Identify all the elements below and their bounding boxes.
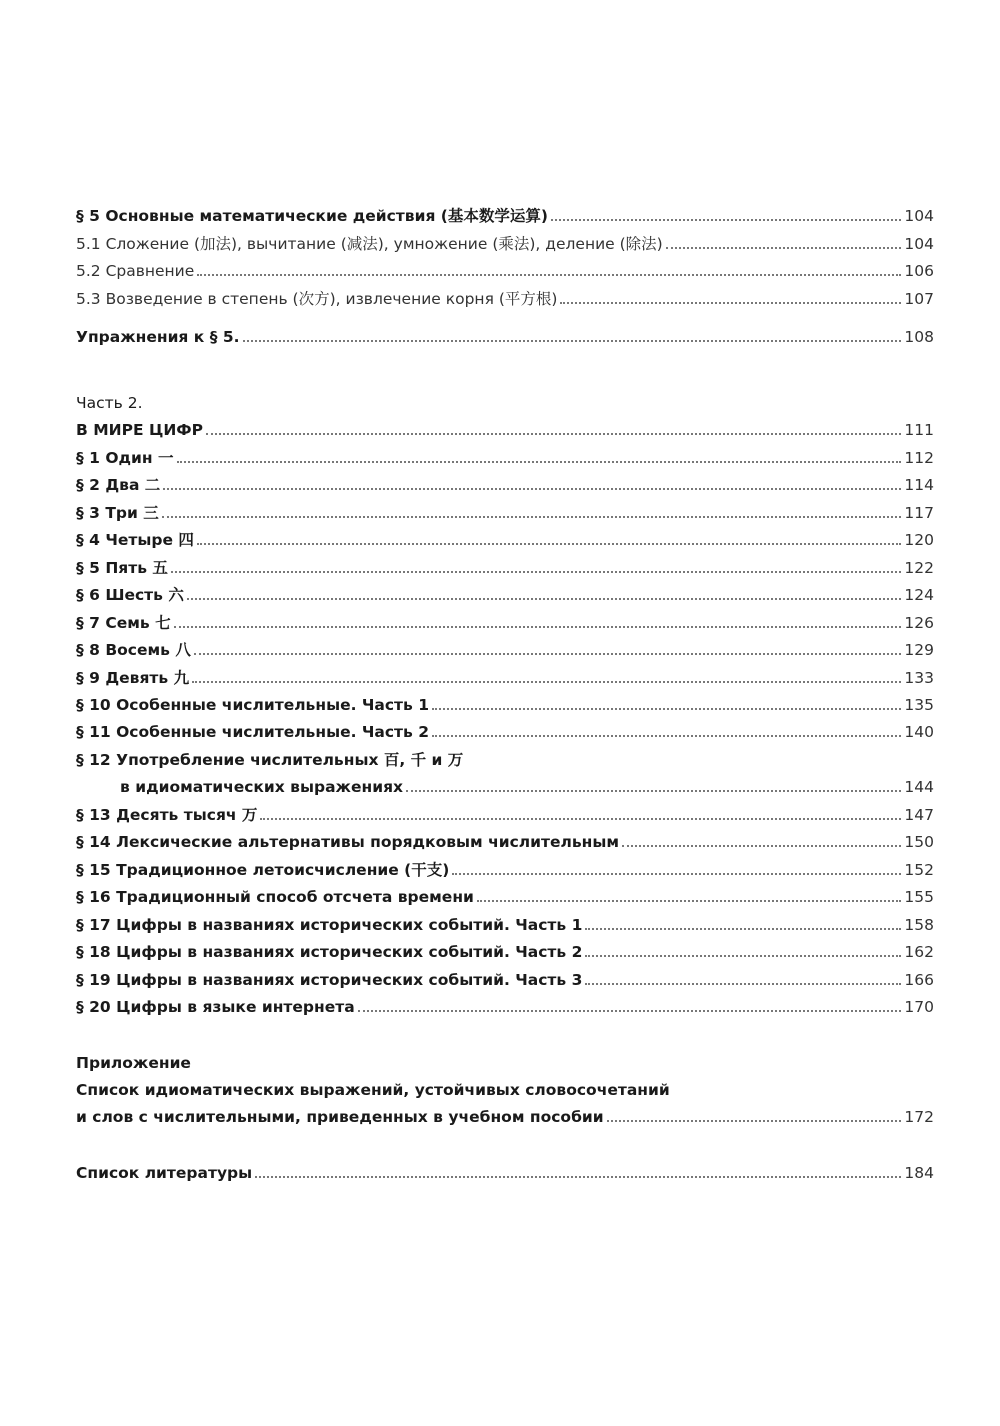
toc-entry-page: 124 xyxy=(904,586,934,604)
toc-entry-title: § 6 Шесть 六 xyxy=(76,586,184,604)
toc-entry-page: 133 xyxy=(904,669,934,687)
toc-entry-page: 112 xyxy=(904,449,934,467)
toc-entry xyxy=(76,552,934,578)
leader-dots xyxy=(452,873,901,875)
toc-entry-page: 150 xyxy=(904,833,934,851)
leader-dots xyxy=(406,790,901,792)
appendix-label: Приложение xyxy=(76,1054,191,1072)
toc-entry-exercises xyxy=(76,321,934,347)
leader-dots xyxy=(192,681,901,683)
toc-entry-bibliography xyxy=(76,1157,934,1183)
leader-dots xyxy=(206,433,901,435)
leader-dots xyxy=(666,247,902,249)
toc-entry-title: и слов с числительными, приведенных в учебном пособии xyxy=(76,1108,604,1126)
toc-entry xyxy=(76,634,934,660)
leader-dots xyxy=(622,845,901,847)
toc-entry-page: 166 xyxy=(904,971,934,989)
leader-dots xyxy=(197,543,902,545)
toc-entry-appendix xyxy=(76,1101,934,1127)
toc-entry-title: § 4 Четыре 四 xyxy=(76,531,194,549)
leader-dots xyxy=(432,735,901,737)
toc-entry-page: 126 xyxy=(904,614,934,632)
toc-entry xyxy=(76,964,934,990)
toc-entry-page: 162 xyxy=(904,943,934,961)
toc-entry-page: 104 xyxy=(904,235,934,253)
toc-entry-page: 108 xyxy=(904,328,934,346)
leader-dots xyxy=(260,818,901,820)
toc-entry-title: 5.3 Возведение в степень (次方), извлечение корня (平方根) xyxy=(76,290,558,308)
leader-dots xyxy=(551,219,901,221)
toc-entry xyxy=(76,442,934,468)
toc-entry-page: 147 xyxy=(904,806,934,824)
toc-entry xyxy=(76,497,934,523)
toc-entry-page: 170 xyxy=(904,998,934,1016)
toc-entry-title: § 10 Особенные числительные. Часть 1 xyxy=(76,696,430,714)
toc-entry-title: § 19 Цифры в названиях исторических событий. Часть 3 xyxy=(76,971,583,989)
toc-entry-page: 140 xyxy=(904,723,934,741)
toc-entry-page: 122 xyxy=(904,559,934,577)
toc-entry-page: 172 xyxy=(904,1108,934,1126)
toc-entry xyxy=(76,689,934,715)
toc-entry-5-3 xyxy=(76,283,934,309)
toc-entry xyxy=(76,524,934,550)
leader-dots xyxy=(174,626,902,628)
toc-entry xyxy=(76,909,934,935)
toc-entry xyxy=(76,799,934,825)
toc-entry-title: § 15 Традиционное летоисчисление (干支) xyxy=(76,861,450,879)
leader-dots xyxy=(432,708,901,710)
toc-entry-page: 144 xyxy=(904,778,934,796)
toc-entry-title: § 2 Два 二 xyxy=(76,476,161,494)
toc-entry xyxy=(76,716,934,742)
toc-entry-part2-title xyxy=(76,414,934,440)
toc-entry xyxy=(76,936,934,962)
toc-entry-title: § 9 Девять 九 xyxy=(76,669,190,687)
leader-dots xyxy=(255,1176,901,1178)
toc-entry xyxy=(76,662,934,688)
toc-entry xyxy=(76,854,934,880)
toc-entry xyxy=(76,881,934,907)
toc-entry-page: 111 xyxy=(904,421,934,439)
toc-entry-title: § 8 Восемь 八 xyxy=(76,641,191,659)
toc-entry xyxy=(76,991,934,1017)
toc-entry-title: § 20 Цифры в языке интернета xyxy=(76,998,355,1016)
toc-entry-page: 107 xyxy=(904,290,934,308)
leader-dots xyxy=(585,928,901,930)
toc-entry-page: 117 xyxy=(904,504,934,522)
toc-entry-title: В МИРЕ ЦИФР xyxy=(76,421,204,439)
leader-dots xyxy=(194,653,902,655)
toc-entry-title: в идиоматических выражениях xyxy=(120,778,404,796)
leader-dots xyxy=(560,302,901,304)
toc-entry-title: § 11 Особенные числительные. Часть 2 xyxy=(76,723,430,741)
leader-dots xyxy=(171,571,901,573)
toc-entry-page: 114 xyxy=(904,476,934,494)
leader-dots xyxy=(585,983,901,985)
toc-entry-title: § 14 Лексические альтернативы порядковым числительным xyxy=(76,833,620,851)
toc-entry-title: § 5 Пять 五 xyxy=(76,559,168,577)
toc-entry-page: 129 xyxy=(904,641,934,659)
toc-entry-title: Список литературы xyxy=(76,1164,253,1182)
toc-entry-title: 5.2 Сравнение xyxy=(76,262,195,280)
toc-entry-page: 155 xyxy=(904,888,934,906)
leader-dots xyxy=(585,955,901,957)
toc-entry-title: § 7 Семь 七 xyxy=(76,614,171,632)
toc-entry-title: Упражнения к § 5. xyxy=(76,328,240,346)
part-label: Часть 2. xyxy=(76,394,143,412)
toc-entry-page: 106 xyxy=(904,262,934,280)
leader-dots xyxy=(163,488,901,490)
toc-entry-title: § 18 Цифры в названиях исторических событий. Часть 2 xyxy=(76,943,583,961)
toc-entry-title: § 5 Основные математические действия (基本数学运算) xyxy=(76,207,548,225)
toc-entry-title: § 3 Три 三 xyxy=(76,504,159,522)
toc-entry-page: 184 xyxy=(904,1164,934,1182)
toc-entry-5-2 xyxy=(76,255,934,281)
appendix-line1: Список идиоматических выражений, устойчивых словосочетаний xyxy=(76,1081,670,1099)
toc-entry xyxy=(76,607,934,633)
toc-entry-page: 152 xyxy=(904,861,934,879)
toc-entry-page: 104 xyxy=(904,207,934,225)
toc-entry-12-line2 xyxy=(120,771,934,797)
toc-entry-page: 120 xyxy=(904,531,934,549)
toc-entry-title: § 13 Десять тысяч 万 xyxy=(76,806,258,824)
toc-entry xyxy=(76,579,934,605)
leader-dots xyxy=(607,1120,902,1122)
toc-entry xyxy=(76,826,934,852)
toc-entry xyxy=(76,469,934,495)
toc-entry-title: § 17 Цифры в названиях исторических событий. Часть 1 xyxy=(76,916,583,934)
leader-dots xyxy=(177,461,902,463)
leader-dots xyxy=(187,598,902,600)
leader-dots xyxy=(197,274,901,276)
leader-dots xyxy=(477,900,902,902)
leader-dots xyxy=(243,340,902,342)
toc-entry-section5 xyxy=(76,200,934,226)
toc-entry-page: 135 xyxy=(904,696,934,714)
leader-dots xyxy=(358,1010,902,1012)
leader-dots xyxy=(162,516,902,518)
toc-entry-title: § 16 Традиционный способ отсчета времени xyxy=(76,888,474,906)
toc-entry-title: 5.1 Сложение (加法), вычитание (减法), умножение (乘法), деление (除法) xyxy=(76,235,663,253)
toc-entry-title: § 1 Один 一 xyxy=(76,449,174,467)
toc-entry-5-1 xyxy=(76,228,934,254)
toc-entry-12-line1: § 12 Употребление числительных 百, 千 и 万 xyxy=(76,751,464,769)
toc-entry-page: 158 xyxy=(904,916,934,934)
